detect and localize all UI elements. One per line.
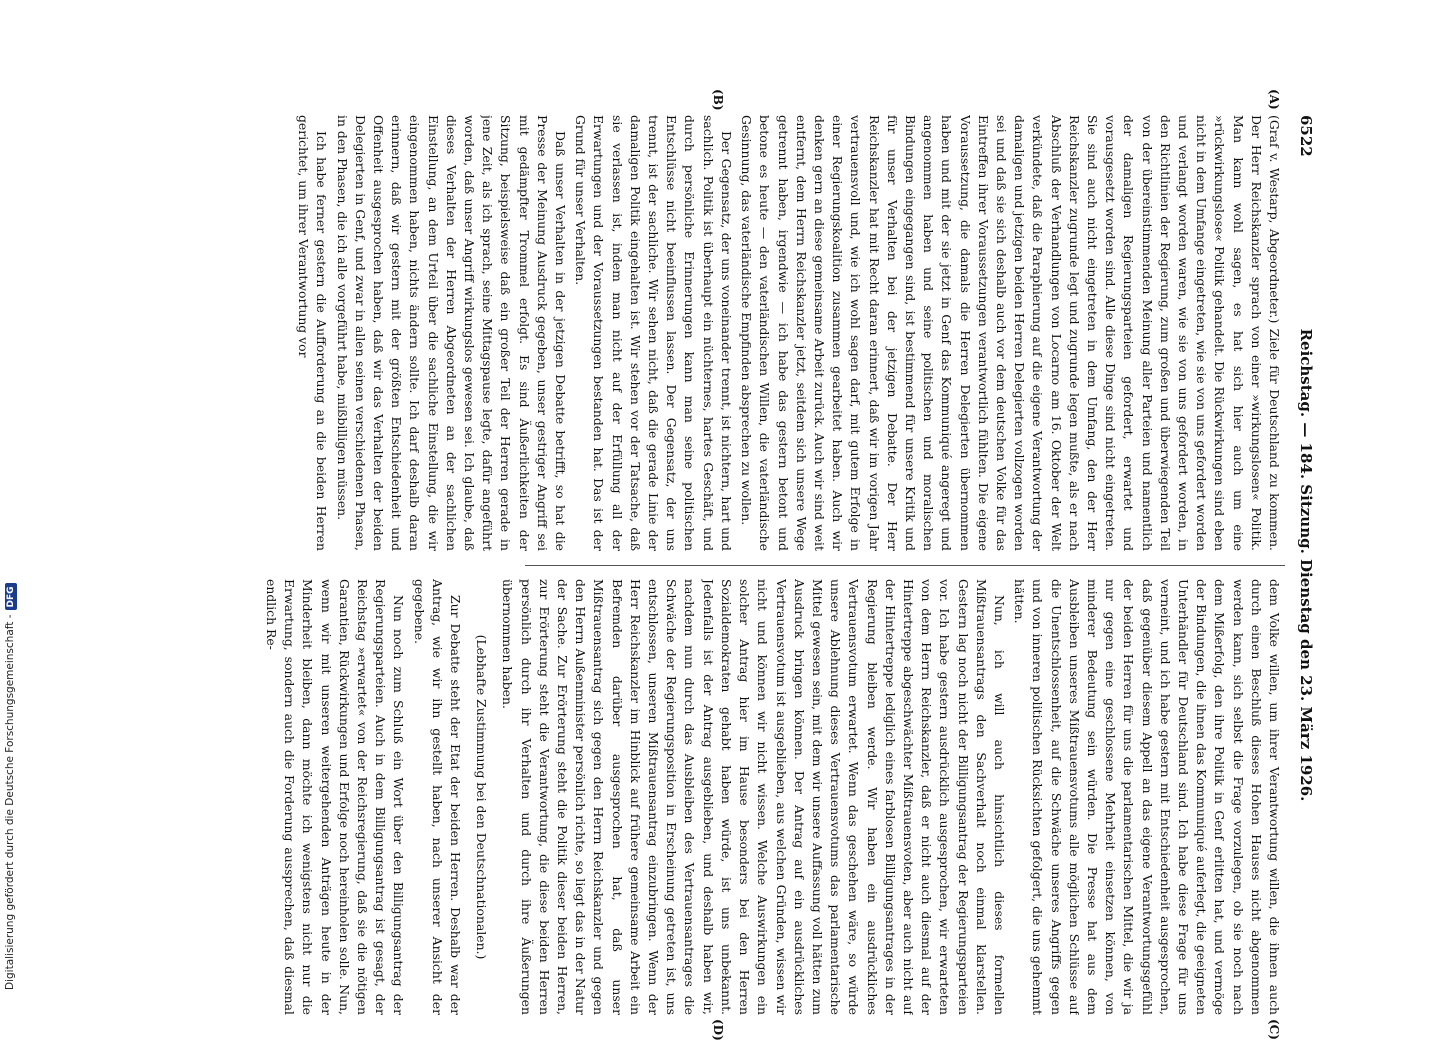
digitization-footer: [0, 0, 22, 1000]
dfg-logo: DFG: [5, 583, 17, 610]
paragraph: Ich habe ferner gestern die Aufforderung an die beiden Herren gerichtet, um ihrer Verantwortung vor: [296, 115, 330, 551]
paragraph: dem Volke willen, um ihrer Verantwortung willen, die ihnen auch durch einen Beschluß dieses Hohen Hauses nicht abgenommen werden kann, sich selbst die Frage vorzulegen, ob sie noch nach dem Mißerfolg, den ihre Politik in Genf erlitten hat, und vermöge der Bindungen, die ihnen das Kommuniqué auferlegt, die geeigneten Unterhändler für Deutschland sind. Ich habe diese Frage für uns verneint, und ich habe gestern mit Entschiedenheit ausgesprochen, daß gegenüber diesem Appell an das eigene Verantwortungsgefühl der beiden Herren für uns die parlamentarischen Mittel, die wir ja nur gegen eine geschlossene Mehrheit einsetzen können, von minderer Bedeutung sein würden. Die Presse hat aus dem Ausbleiben unseres Mißtrauensvotums alle möglichen Schlüsse auf die Unentschlossenheit, auf die Schwäche unseres Angriffs gegen und von inneren politischen Rücksichten gefolgert, die uns gehemmt hätten.: [1012, 579, 1282, 1015]
margin-letter-c: (C): [1267, 1019, 1281, 1040]
page-title: Reichstag. — 184. Sitzung. Dienstag den 23. März 1926.: [1297, 328, 1315, 802]
applause-note: (Lebhafte Zustimmung bei den Deutschnationalen.): [474, 634, 490, 960]
paragraph: (Graf v. Westarp, Abgeordneter.) Ziele für Deutschland zu kommen. Der Herr Reichskanzler sprach von einer »wirkungslosen« Politik. Man kann wohl sagen, es hat sich hier auch um eine »rückwirkungslose« Politik gehandelt. Die Rückwirkungen sind eben nicht in dem Umfange eingetreten, wie sie von uns gefordert worden und verlangt worden waren, wie sie von uns gefordert worden, in den Richtlinien der Regierung, zum großen und überwiegenden Teil von der übereinstimmenden Meinung aller Parteien und namentlich der damaligen Regierungsparteien gefordert, erwartet und vorausgesetzt worden sind. Alle diese Dinge sind nicht eingetreten. Sie sind auch nicht eingetreten in dem Umfang, den der Herr Reichskanzler zugrunde legt und zugrunde legen mußte, als er nach Abschluß der Verhandlungen von Locarno am 16. Oktober der Welt verkündete, daß die Paraphierung auf die eigene Verantwortung der damaligen und jetzigen beiden Herren Delegierten vollzogen worden sei und daß sie sich deshalb auch vor dem deutschen Volke für das Eintreffen ihrer Voraussetzungen verantwortlich fühlten. Die eigene Voraussetzung, die damals die Herren Delegierten übernommen haben und mit der sie jetzt in Genf das Kommuniqué angeregt und angenommen haben und seine politischen und moralischen Bindungen eingegangen sind, ist bestimmend für unsere Kritik und für unser Verhalten bei der jetzigen Debatte. Der Herr Reichskanzler hat mit Recht daran erinnert, daß wir im vorigen Jahr vertrauensvoll und, wie ich wohl sagen darf, mit gutem Erfolge in einer Regierungskoalition zusammen gearbeitet haben. Auch wir denken gern an diese gemeinsame Arbeit zurück. Auch wir sind weit entfernt, dem Herrn Reichskanzler jetzt, seitdem sich unsere Wege getrennt haben, irgendwie — ich habe das gestern betont und betone es heute — den vaterländischen Willen, die vaterländische Gesinnung, das vaterländische Empfinden absprechen zu wollen.: [739, 115, 1282, 551]
margin-letter-b: (B): [711, 89, 725, 111]
paragraph: Nun, ich will auch hinsichtlich dieses formellen Mißtrauensantrags den Sachverhalt noch einmal klarstellen. Gestern lag noch nicht der Billigungsantrag der Regierungsparteien vor. Ich habe gestern ausdrücklich ausgesprochen, wir erwarteten von dem Herrn Reichskanzler, daß er nicht auch diesmal auf der Hintertreppe abgeschwächter Mißtrauensvoten, aber auch nicht auf der Hintertreppe lediglich eines farblosen Billigungsantrages in der Regierung bleiben werde. Wir haben ein ausdrückliches Vertrauensvotum erwartet. Wenn das geschehen wäre, so würde unsere Ablehnung dieses Vertrauensvotums das parlamentarische Mittel gewesen sein, mit dem wir unsere Auffassung voll hätten zum Ausdruck bringen können. Der Antrag auf ein ausdrückliches Vertrauensvotum ist ausgeblieben, aus welchen Gründen, wissen wir nicht und können wir nicht wissen. Welche Auswirkungen ein solcher Antrag hier im Hause besonders bei den Herren Sozialdemokraten gehabt haben würde, ist uns unbekannt. Jedenfalls ist der Antrag ausgeblieben, und deshalb haben wir, nachdem nun durch das Ausbleiben des Vertrauensantrages die Schwäche der Regierungsposition in Erscheinung getreten ist, uns entschlossen, unseren Mißtrauensantrag einzubringen. Wenn der Herr Reichskanzler im Hinblick auf frühere gemeinsame Arbeit ein Befremden darüber ausgesprochen hat, daß unser Mißtrauensantrag sich gegen den Herrn Reichskanzler und gegen den Herrn Außenminister persönlich richte, so liegt das in der Natur der Sache. Zur Erörterung steht die Politik dieser beiden Herren, zur Erörterung steht die Verantwortung, die diese beiden Herren persönlich durch ihr Verhalten und durch ihre Äußerungen übernommen haben.: [500, 579, 1007, 1015]
margin-letter-a: (A): [1267, 89, 1281, 110]
paragraph: Nun noch zum Schluß ein Wort über den Billigungsantrag der Regierungsparteien. Auch in dem Billigungsantrag ist gesagt, der Reichstag »erwartet« von der Reichsregierung, daß sie die nötigen Garantien, Rückwirkungen und Erfolge noch hereinholen solle. Nun, wenn wir mit unseren weitergehenden Anträgen heute in der Minderheit bleiben, dann möchte ich wenigstens nicht nur die Erwartung, sondern auch die Forderung aussprechen, daß diesmal endlich Re-: [264, 579, 407, 1015]
paragraph: Der Gegensatz, der uns voneinander trennt, ist nichtern, hart und sachlich. Politik ist überhaupt ein nüchternes, hartes Geschäft, und durch persönliche Erinnerungen kann man seine politischen Entschlüsse nicht beeinflussen lassen. Der Gegensatz, der uns trennt, ist der sachliche. Wir sehen nicht, daß die gerade Linie der damaligen Politik eingehalten ist. Wir stehen vor der Tatsache, daß sie verlassen ist, indem man nicht auf der Erfüllung all der Erwartungen und der Voraussetzungen bestanden hat. Das ist der Grund für unser Verhalten.: [573, 115, 734, 551]
page-number: 6522: [1297, 115, 1315, 157]
footer-text-line: [2, 0, 18, 990]
right-column: [133, 579, 1283, 1015]
column-divider: [525, 565, 1285, 566]
footer-text: Digitalisierung gefördert durch die Deutsche Forschungsgemeinschaft -: [4, 614, 16, 990]
page-header: [1293, 115, 1315, 1015]
margin-letter-d: (D): [711, 1019, 725, 1041]
left-column: [133, 115, 1283, 551]
paragraph: Zur Debatte steht der Etat der beiden Herren. Deshalb war der Antrag, wie wir ihn gestellt haben, nach unserer Ansicht der gegebene.: [411, 579, 464, 1015]
paragraph: Daß unser Verhalten in der jetzigen Debatte betrifft, so hat die Presse der Meinung Ausdruck gegeben, unser gestriger Angriff sei mit gedämpfter Trommel erfolgt. Es sind Äußerlichkeiten der Sitzung, beispielsweise daß ein großer Teil der Herren gerade in jene Zeit, als ich sprach, seine Mittagspause legte, dafür angeführt worden, daß unser Angriff wirkungslos gewesen sei. Ich glaube, daß dieses Verhalten der Herren Abgeordneten an der sachlichen Einstellung, an dem Urteil über die sachliche Einstellung, die wir eingenommen haben, nichts ändern sollte. Ich darf deshalb daran erinnern, daß wir gestern mit der größten Entschiedenheit und Offenheit ausgesprochen haben, daß wir das Verhalten der beiden Delegierten in Genf, und zwar in allen seinen verschiedenen Phasen, in den Phasen, die ich alle vorgeführt habe, mißbilligen müssen.: [334, 115, 569, 551]
scanned-page: [125, 89, 1315, 1041]
